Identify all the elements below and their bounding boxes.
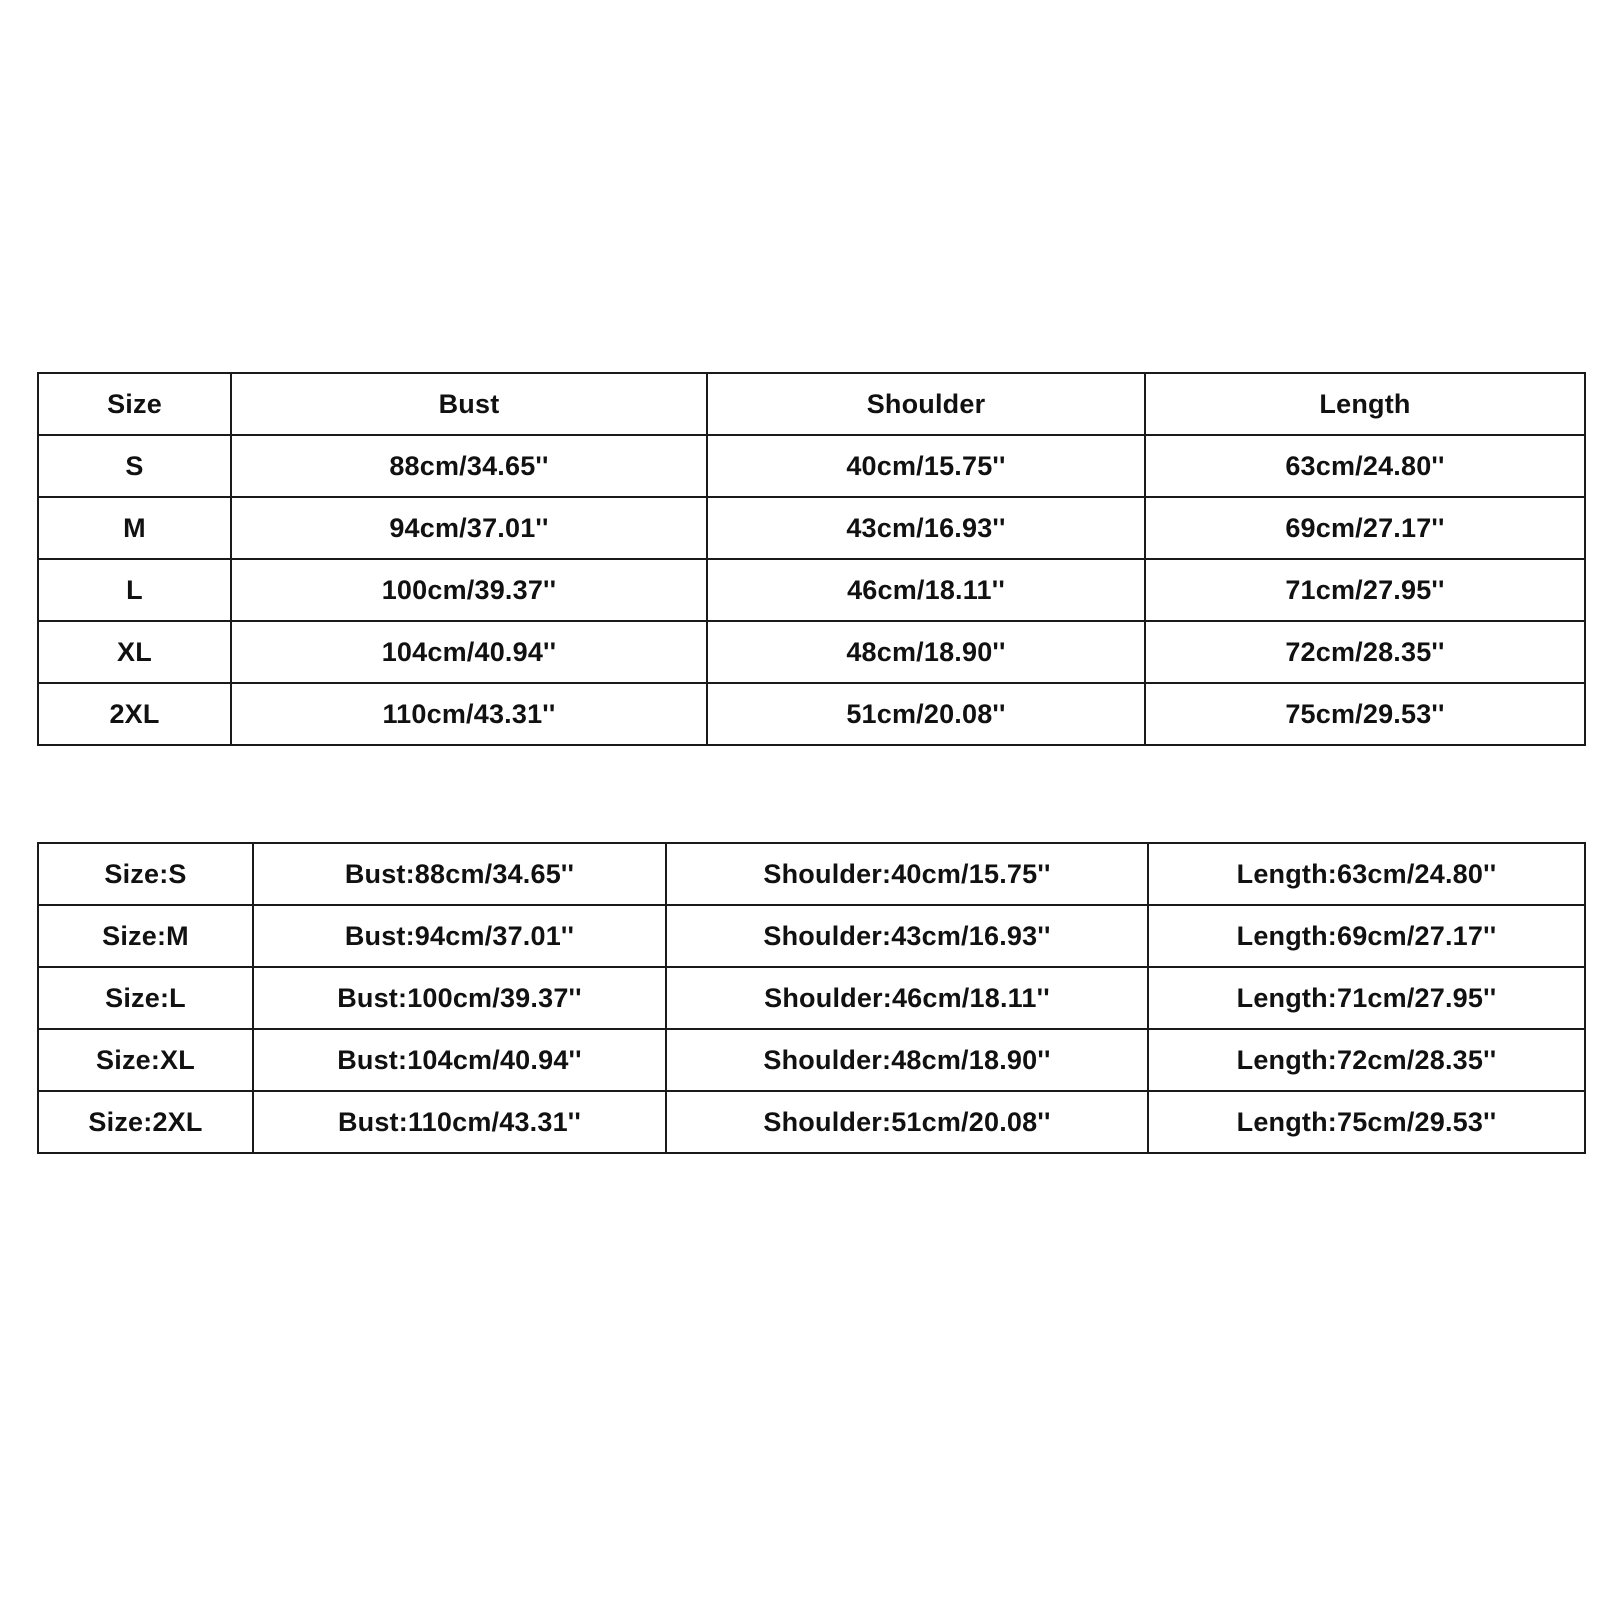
- cell-shoulder: 40cm/15.75'': [707, 435, 1145, 497]
- cell-size: Size:L: [38, 967, 253, 1029]
- cell-size: XL: [38, 621, 231, 683]
- cell-length: Length:63cm/24.80'': [1148, 843, 1585, 905]
- cell-shoulder: Shoulder:40cm/15.75'': [666, 843, 1148, 905]
- table-row: [38, 1091, 1585, 1153]
- cell-shoulder: Shoulder:43cm/16.93'': [666, 905, 1148, 967]
- cell-size: 2XL: [38, 683, 231, 745]
- header-size: Size: [38, 373, 231, 435]
- table-row: [38, 1029, 1585, 1091]
- cell-length: Length:75cm/29.53'': [1148, 1091, 1585, 1153]
- cell-length: 69cm/27.17'': [1145, 497, 1585, 559]
- table-row: [38, 843, 1585, 905]
- size-detail-table: [37, 842, 1586, 1154]
- cell-bust: Bust:110cm/43.31'': [253, 1091, 666, 1153]
- cell-bust: 100cm/39.37'': [231, 559, 707, 621]
- table-row: [38, 497, 1585, 559]
- cell-length: 72cm/28.35'': [1145, 621, 1585, 683]
- size-chart-table: [37, 372, 1586, 746]
- table-row: [38, 905, 1585, 967]
- table-row: [38, 683, 1585, 745]
- table-row: [38, 435, 1585, 497]
- table-row: [38, 559, 1585, 621]
- header-shoulder: Shoulder: [707, 373, 1145, 435]
- cell-length: 75cm/29.53'': [1145, 683, 1585, 745]
- cell-bust: Bust:94cm/37.01'': [253, 905, 666, 967]
- cell-shoulder: Shoulder:48cm/18.90'': [666, 1029, 1148, 1091]
- cell-shoulder: 43cm/16.93'': [707, 497, 1145, 559]
- table-row: [38, 621, 1585, 683]
- cell-bust: 104cm/40.94'': [231, 621, 707, 683]
- header-length: Length: [1145, 373, 1585, 435]
- cell-length: Length:69cm/27.17'': [1148, 905, 1585, 967]
- cell-size: Size:M: [38, 905, 253, 967]
- cell-bust: Bust:104cm/40.94'': [253, 1029, 666, 1091]
- cell-size: Size:XL: [38, 1029, 253, 1091]
- cell-shoulder: 46cm/18.11'': [707, 559, 1145, 621]
- cell-size: L: [38, 559, 231, 621]
- table-header-row: [38, 373, 1585, 435]
- cell-size: Size:2XL: [38, 1091, 253, 1153]
- cell-size: S: [38, 435, 231, 497]
- cell-bust: Bust:100cm/39.37'': [253, 967, 666, 1029]
- cell-size: Size:S: [38, 843, 253, 905]
- cell-shoulder: 51cm/20.08'': [707, 683, 1145, 745]
- cell-shoulder: Shoulder:51cm/20.08'': [666, 1091, 1148, 1153]
- cell-length: 63cm/24.80'': [1145, 435, 1585, 497]
- cell-length: Length:72cm/28.35'': [1148, 1029, 1585, 1091]
- cell-bust: Bust:88cm/34.65'': [253, 843, 666, 905]
- table-row: [38, 967, 1585, 1029]
- cell-shoulder: Shoulder:46cm/18.11'': [666, 967, 1148, 1029]
- cell-bust: 88cm/34.65'': [231, 435, 707, 497]
- cell-length: 71cm/27.95'': [1145, 559, 1585, 621]
- cell-size: M: [38, 497, 231, 559]
- header-bust: Bust: [231, 373, 707, 435]
- cell-bust: 110cm/43.31'': [231, 683, 707, 745]
- cell-length: Length:71cm/27.95'': [1148, 967, 1585, 1029]
- cell-shoulder: 48cm/18.90'': [707, 621, 1145, 683]
- cell-bust: 94cm/37.01'': [231, 497, 707, 559]
